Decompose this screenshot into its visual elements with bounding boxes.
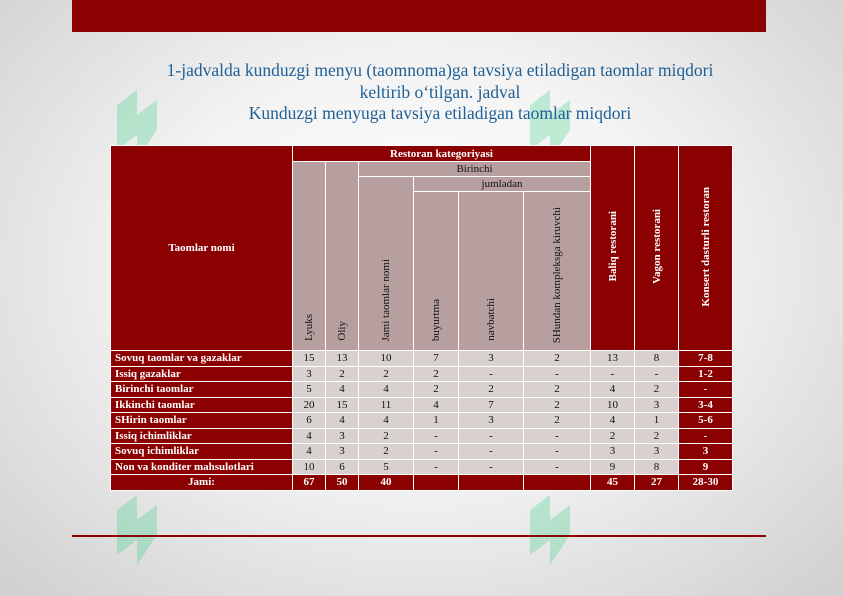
cell: 4 [359,413,414,429]
cell: 7 [414,351,459,367]
title-line-2: keltirib o‘tilgan. jadval [359,81,521,102]
cell: 2 [524,382,591,398]
cell: 28-30 [679,475,733,491]
cell: 2 [359,428,414,444]
cell: 1 [414,413,459,429]
cell: 2 [359,366,414,382]
cell: 7 [459,397,524,413]
row-label: Sovuq ichimliklar [111,444,293,460]
row-label: Issiq ichimliklar [111,428,293,444]
header-buyurtma: buyurtma [414,192,459,351]
cell: 3-4 [679,397,733,413]
cell: 3 [679,444,733,460]
cell: 3 [293,366,326,382]
cell: - [459,428,524,444]
cell: 7-8 [679,351,733,367]
header-jami-taomlar-nomi: Jami taomlar nomi [359,177,414,351]
cell: 3 [459,351,524,367]
cell [414,475,459,491]
cell: 3 [591,444,635,460]
cell: 2 [524,413,591,429]
header-shundan: SHundan kompleksga kiruvchi [524,192,591,351]
cell: - [459,459,524,475]
row-label: Birinchi taomlar [111,382,293,398]
cell: 2 [414,366,459,382]
cell: 5 [359,459,414,475]
cell: - [524,459,591,475]
cell: 10 [591,397,635,413]
table-title: Kunduzgi menyuga tavsiya etiladigan taomlar miqdori [248,103,632,123]
header-vagon: Vagon restorani [635,146,679,351]
table-row [111,366,733,382]
cell: 9 [591,459,635,475]
cell [459,475,524,491]
cell: - [524,366,591,382]
cell: 15 [293,351,326,367]
cell: - [459,444,524,460]
cell: 3 [459,413,524,429]
row-label: SHirin taomlar [111,413,293,429]
cell: 50 [326,475,359,491]
cell: 3 [326,444,359,460]
cell: 9 [679,459,733,475]
cell: - [414,428,459,444]
header-navbatchi: navbatchi [459,192,524,351]
cell: 1 [635,413,679,429]
header-lyuks: Lyuks [293,162,326,351]
cell: 13 [326,351,359,367]
table-row [111,444,733,460]
header-birinchi: Birinchi [359,162,591,177]
cell: 67 [293,475,326,491]
watermark-logo-icon [112,490,172,570]
cell: 2 [635,428,679,444]
row-label: Ikkinchi taomlar [111,397,293,413]
cell: 2 [414,382,459,398]
header-konsert: Konsert dasturli restoran [679,146,733,351]
cell: - [414,459,459,475]
cell: 45 [591,475,635,491]
cell: 2 [524,397,591,413]
cell: 4 [326,413,359,429]
cell: 2 [524,351,591,367]
cell: 10 [359,351,414,367]
cell: 2 [326,366,359,382]
cell: 10 [293,459,326,475]
total-label: Jami: [111,475,293,491]
cell: 6 [326,459,359,475]
table-row [111,413,733,429]
cell: 8 [635,459,679,475]
cell: 4 [414,397,459,413]
cell: 5 [293,382,326,398]
cell: 1-2 [679,366,733,382]
total-row [111,475,733,491]
cell [524,475,591,491]
cell: 4 [591,382,635,398]
header-taomlar-nomi: Taomlar nomi [111,146,293,351]
cell: 3 [635,444,679,460]
cell: 2 [635,382,679,398]
cell: 3 [326,428,359,444]
cell: 11 [359,397,414,413]
table-row [111,428,733,444]
cell: 3 [635,397,679,413]
row-label: Sovuq taomlar va gazaklar [111,351,293,367]
cell: - [459,366,524,382]
cell: - [679,382,733,398]
cell: - [679,428,733,444]
cell: - [591,366,635,382]
cell: 15 [326,397,359,413]
cell: 6 [293,413,326,429]
header-oliy: Oliy [326,162,359,351]
cell: - [524,428,591,444]
cell: 2 [459,382,524,398]
cell: 2 [591,428,635,444]
watermark-logo-icon [525,490,585,570]
row-label: Issiq gazaklar [111,366,293,382]
cell: 4 [293,428,326,444]
header-restoran-kategoriyasi: Restoran kategoriyasi [293,146,591,162]
top-banner [72,0,766,32]
cell: 4 [591,413,635,429]
table-row [111,459,733,475]
cell: 8 [635,351,679,367]
title-block [90,60,790,125]
cell: 20 [293,397,326,413]
cell: 5-6 [679,413,733,429]
cell: - [524,444,591,460]
menu-table [110,145,733,491]
table-row [111,382,733,398]
cell: - [414,444,459,460]
title-line-1: 1-jadvalda kunduzgi menyu (taomnoma)ga tavsiya etiladigan taomlar miqdori [166,60,714,80]
bottom-divider [72,535,766,537]
cell: 4 [293,444,326,460]
header-baliq: Baliq restorani [591,146,635,351]
cell: 40 [359,475,414,491]
header-jumladan: jumladan [414,177,591,192]
table-row [111,351,733,367]
cell: 27 [635,475,679,491]
cell: 4 [326,382,359,398]
cell: 2 [359,444,414,460]
cell: - [635,366,679,382]
row-label: Non va konditer mahsulotlari [111,459,293,475]
table-row [111,397,733,413]
cell: 4 [359,382,414,398]
cell: 13 [591,351,635,367]
